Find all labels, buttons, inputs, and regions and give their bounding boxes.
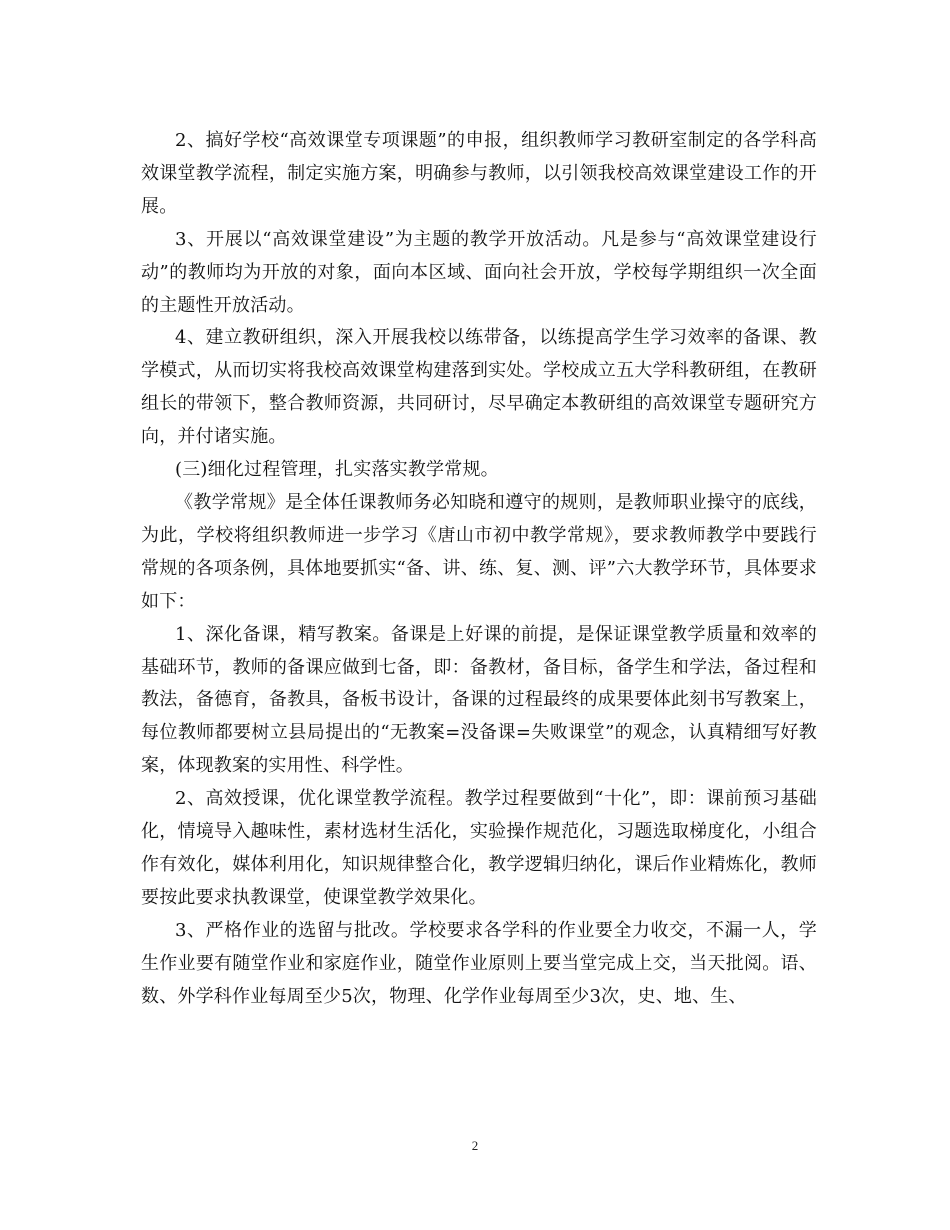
paragraph-research-groups: 4、建立教研组织，深入开展我校以练带备，以练提高学生学习效率的备课、教学模式，从而切实将我校高效课堂构建落到实处。学校成立五大学科教研组，在教研组长的带领下，整合教师资源，共同研讨，尽早确定本教研组的高效课堂专题研究方向，并付诸实施。 [141,327,817,448]
document-body [141,125,817,1013]
page-number: 2 [471,1138,479,1153]
paragraph-homework: 3、严格作业的选留与批改。学校要求各学科的作业要全力收交，不漏一人，学生作业要有随堂作业和家庭作业，随堂作业原则上要当堂完成上交，当天批阅。语、数、外学科作业每周至少5次，物理、化学作业每周至少3次，史、地、生、 [141,919,817,1007]
section-heading-process-management: (三)细化过程管理，扎实落实教学常规。 [175,459,499,481]
paragraph-teaching-norms: 《教学常规》是全体任课教师务必知晓和遵守的规则，是教师职业操守的底线，为此，学校将组织教师进一步学习《唐山市初中教学常规》，要求教师教学中要践行常规的各项条例，具体地要抓实“备、讲、练、复、测、评”六大教学环节，具体要求如下： [141,491,817,612]
paragraph-lesson-preparation: 1、深化备课，精写教案。备课是上好课的前提，是保证课堂教学质量和效率的基础环节，教师的备课应做到七备，即：备教材，备目标，备学生和学法，备过程和教法，备德育，备教具，备板书设计，备课的过程最终的成果要体此刻书写教案上，每位教师都要树立县局提出的“无教案=没备课=失败课堂”的观念，认真精细写好教案，体现教案的实用性、科学性。 [141,623,817,777]
paragraph-efficient-teaching: 2、高效授课，优化课堂教学流程。教学过程要做到“十化”，即：课前预习基础化，情境导入趣味性，素材选材生活化，实验操作规范化，习题选取梯度化，小组合作有效化，媒体利用化，知识规律整合化，教学逻辑归纳化，课后作业精炼化，教师要按此要求执教课堂，使课堂教学效果化。 [141,788,817,908]
paragraph-open-activities: 3、开展以“高效课堂建设”为主题的教学开放活动。凡是参与“高效课堂建设行动”的教师均为开放的对象，面向本区域、面向社会开放，学校每学期组织一次全面的主题性开放活动。 [141,228,817,316]
paragraph-project-application: 2、搞好学校“高效课堂专项课题”的申报，组织教师学习教研室制定的各学科高效课堂教学流程，制定实施方案，明确参与教师，以引领我校高效课堂建设工作的开展。 [141,130,817,217]
